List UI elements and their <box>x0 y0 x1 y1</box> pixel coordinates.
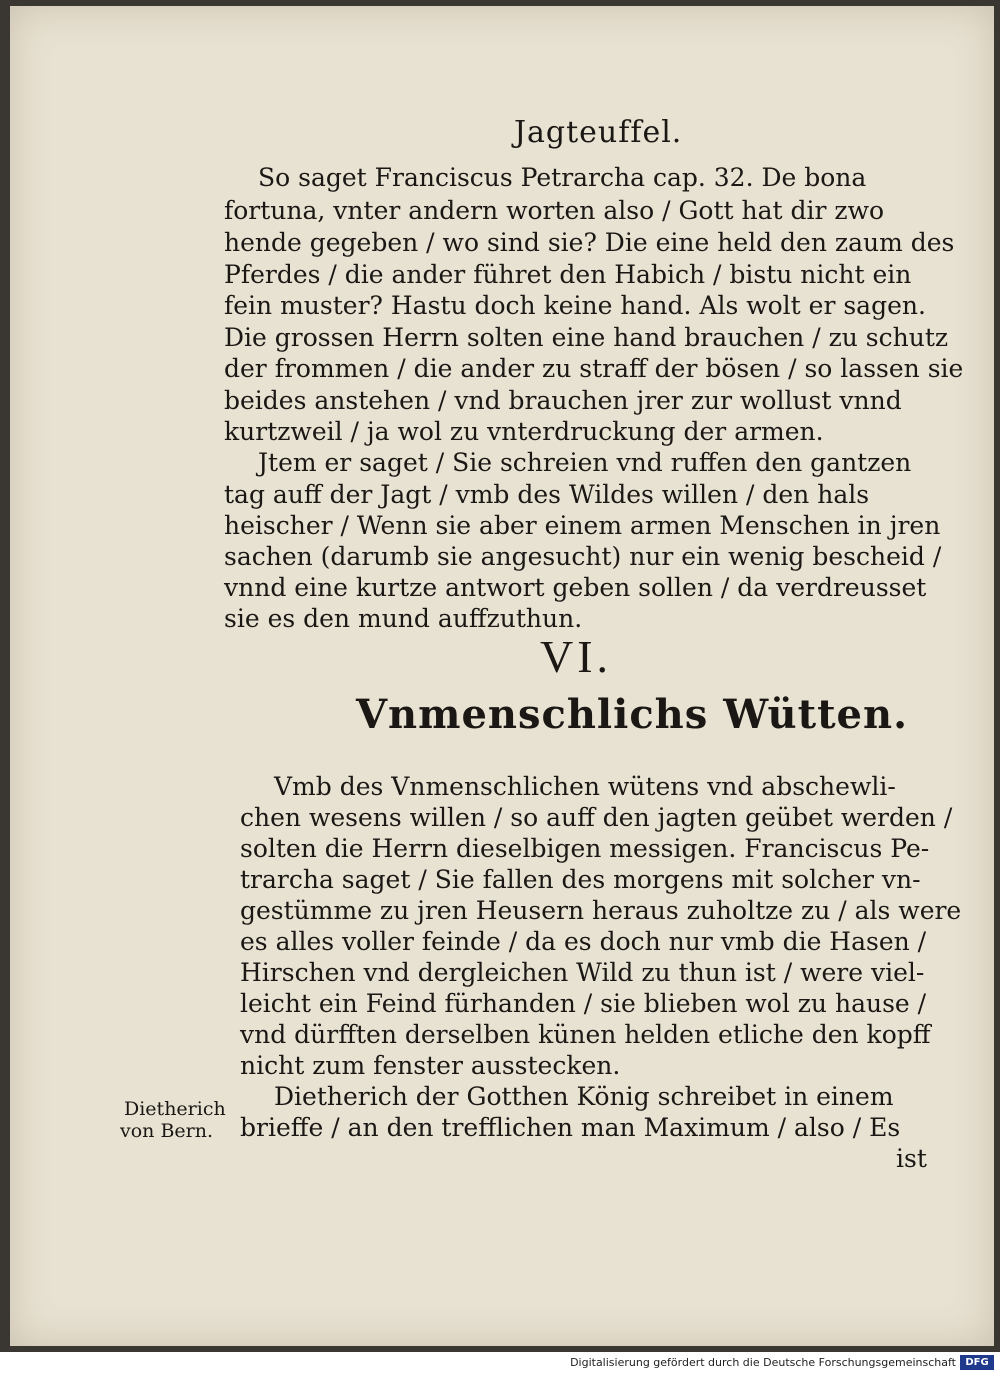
text-line: Pferdes / die ander führet den Habich / bistu nicht ein <box>224 260 912 289</box>
text-line: sie es den mund auffzuthun. <box>224 604 583 633</box>
marginal-note-line: von Bern. <box>120 1120 214 1142</box>
text-line: kurtzweil / ja wol zu vnterdruckung der armen. <box>224 417 824 446</box>
text-line: heischer / Wenn sie aber einem armen Menschen in jren <box>224 511 941 540</box>
book-page <box>10 6 994 1346</box>
text-line: nicht zum fenster ausstecken. <box>240 1051 621 1080</box>
chapter-title: Vnmenschlichs Wütten. <box>356 691 908 738</box>
text-line: trarcha saget / Sie fallen des morgens mit solcher vn- <box>240 865 921 894</box>
chapter-numeral: VI. <box>540 631 613 682</box>
text-line: hende gegeben / wo sind sie? Die eine held den zaum des <box>224 228 955 257</box>
text-line: der frommen / die ander zu straff der bösen / so lassen sie <box>224 354 964 383</box>
running-head: Jagteuffel. <box>514 115 683 150</box>
dfg-logo: DFG <box>960 1355 994 1370</box>
text-line: brieffe / an den trefflichen man Maximum / also / Es <box>240 1113 901 1142</box>
text-line: chen wesens willen / so auff den jagten geübet werden / <box>240 803 953 832</box>
marginal-note-line: Dietherich <box>124 1098 226 1120</box>
text-line: vnnd eine kurtze antwort geben sollen / da verdreusset <box>224 573 927 602</box>
text-line: gestümme zu jren Heusern heraus zuholtze zu / als were <box>240 896 962 925</box>
text-line: So saget Franciscus Petrarcha cap. 32. De bona <box>258 163 867 192</box>
text-line: sachen (darumb sie angesucht) nur ein wenig bescheid / <box>224 542 942 571</box>
text-line: Vmb des Vnmenschlichen wütens vnd abschewli- <box>274 772 896 801</box>
footer-bar <box>0 1352 1000 1374</box>
footer-credit: Digitalisierung gefördert durch die Deutsche Forschungsgemeinschaft <box>570 1356 956 1369</box>
text-line: Hirschen vnd dergleichen Wild zu thun ist / were viel- <box>240 958 925 987</box>
text-line: vnd dürfften derselben künen helden etliche den kopff <box>240 1020 931 1049</box>
text-line: solten die Herrn dieselbigen messigen. Franciscus Pe- <box>240 834 930 863</box>
text-line: leicht ein Feind fürhanden / sie blieben wol zu hause / <box>240 989 927 1018</box>
catchword: ist <box>896 1144 927 1173</box>
text-line: fortuna, vnter andern worten also / Gott hat dir zwo <box>224 196 885 225</box>
text-line: Die grossen Herrn solten eine hand brauchen / zu schutz <box>224 323 949 352</box>
text-line: es alles voller feinde / da es doch nur vmb die Hasen / <box>240 927 927 956</box>
text-line: fein muster? Hastu doch keine hand. Als wolt er sagen. <box>224 291 926 320</box>
text-line: beides anstehen / vnd brauchen jrer zur wollust vnnd <box>224 386 902 415</box>
text-line: Dietherich der Gotthen König schreibet in einem <box>274 1082 894 1111</box>
text-line: Jtem er saget / Sie schreien vnd ruffen den gantzen <box>258 448 912 477</box>
text-line: tag auff der Jagt / vmb des Wildes willen / den hals <box>224 480 870 509</box>
